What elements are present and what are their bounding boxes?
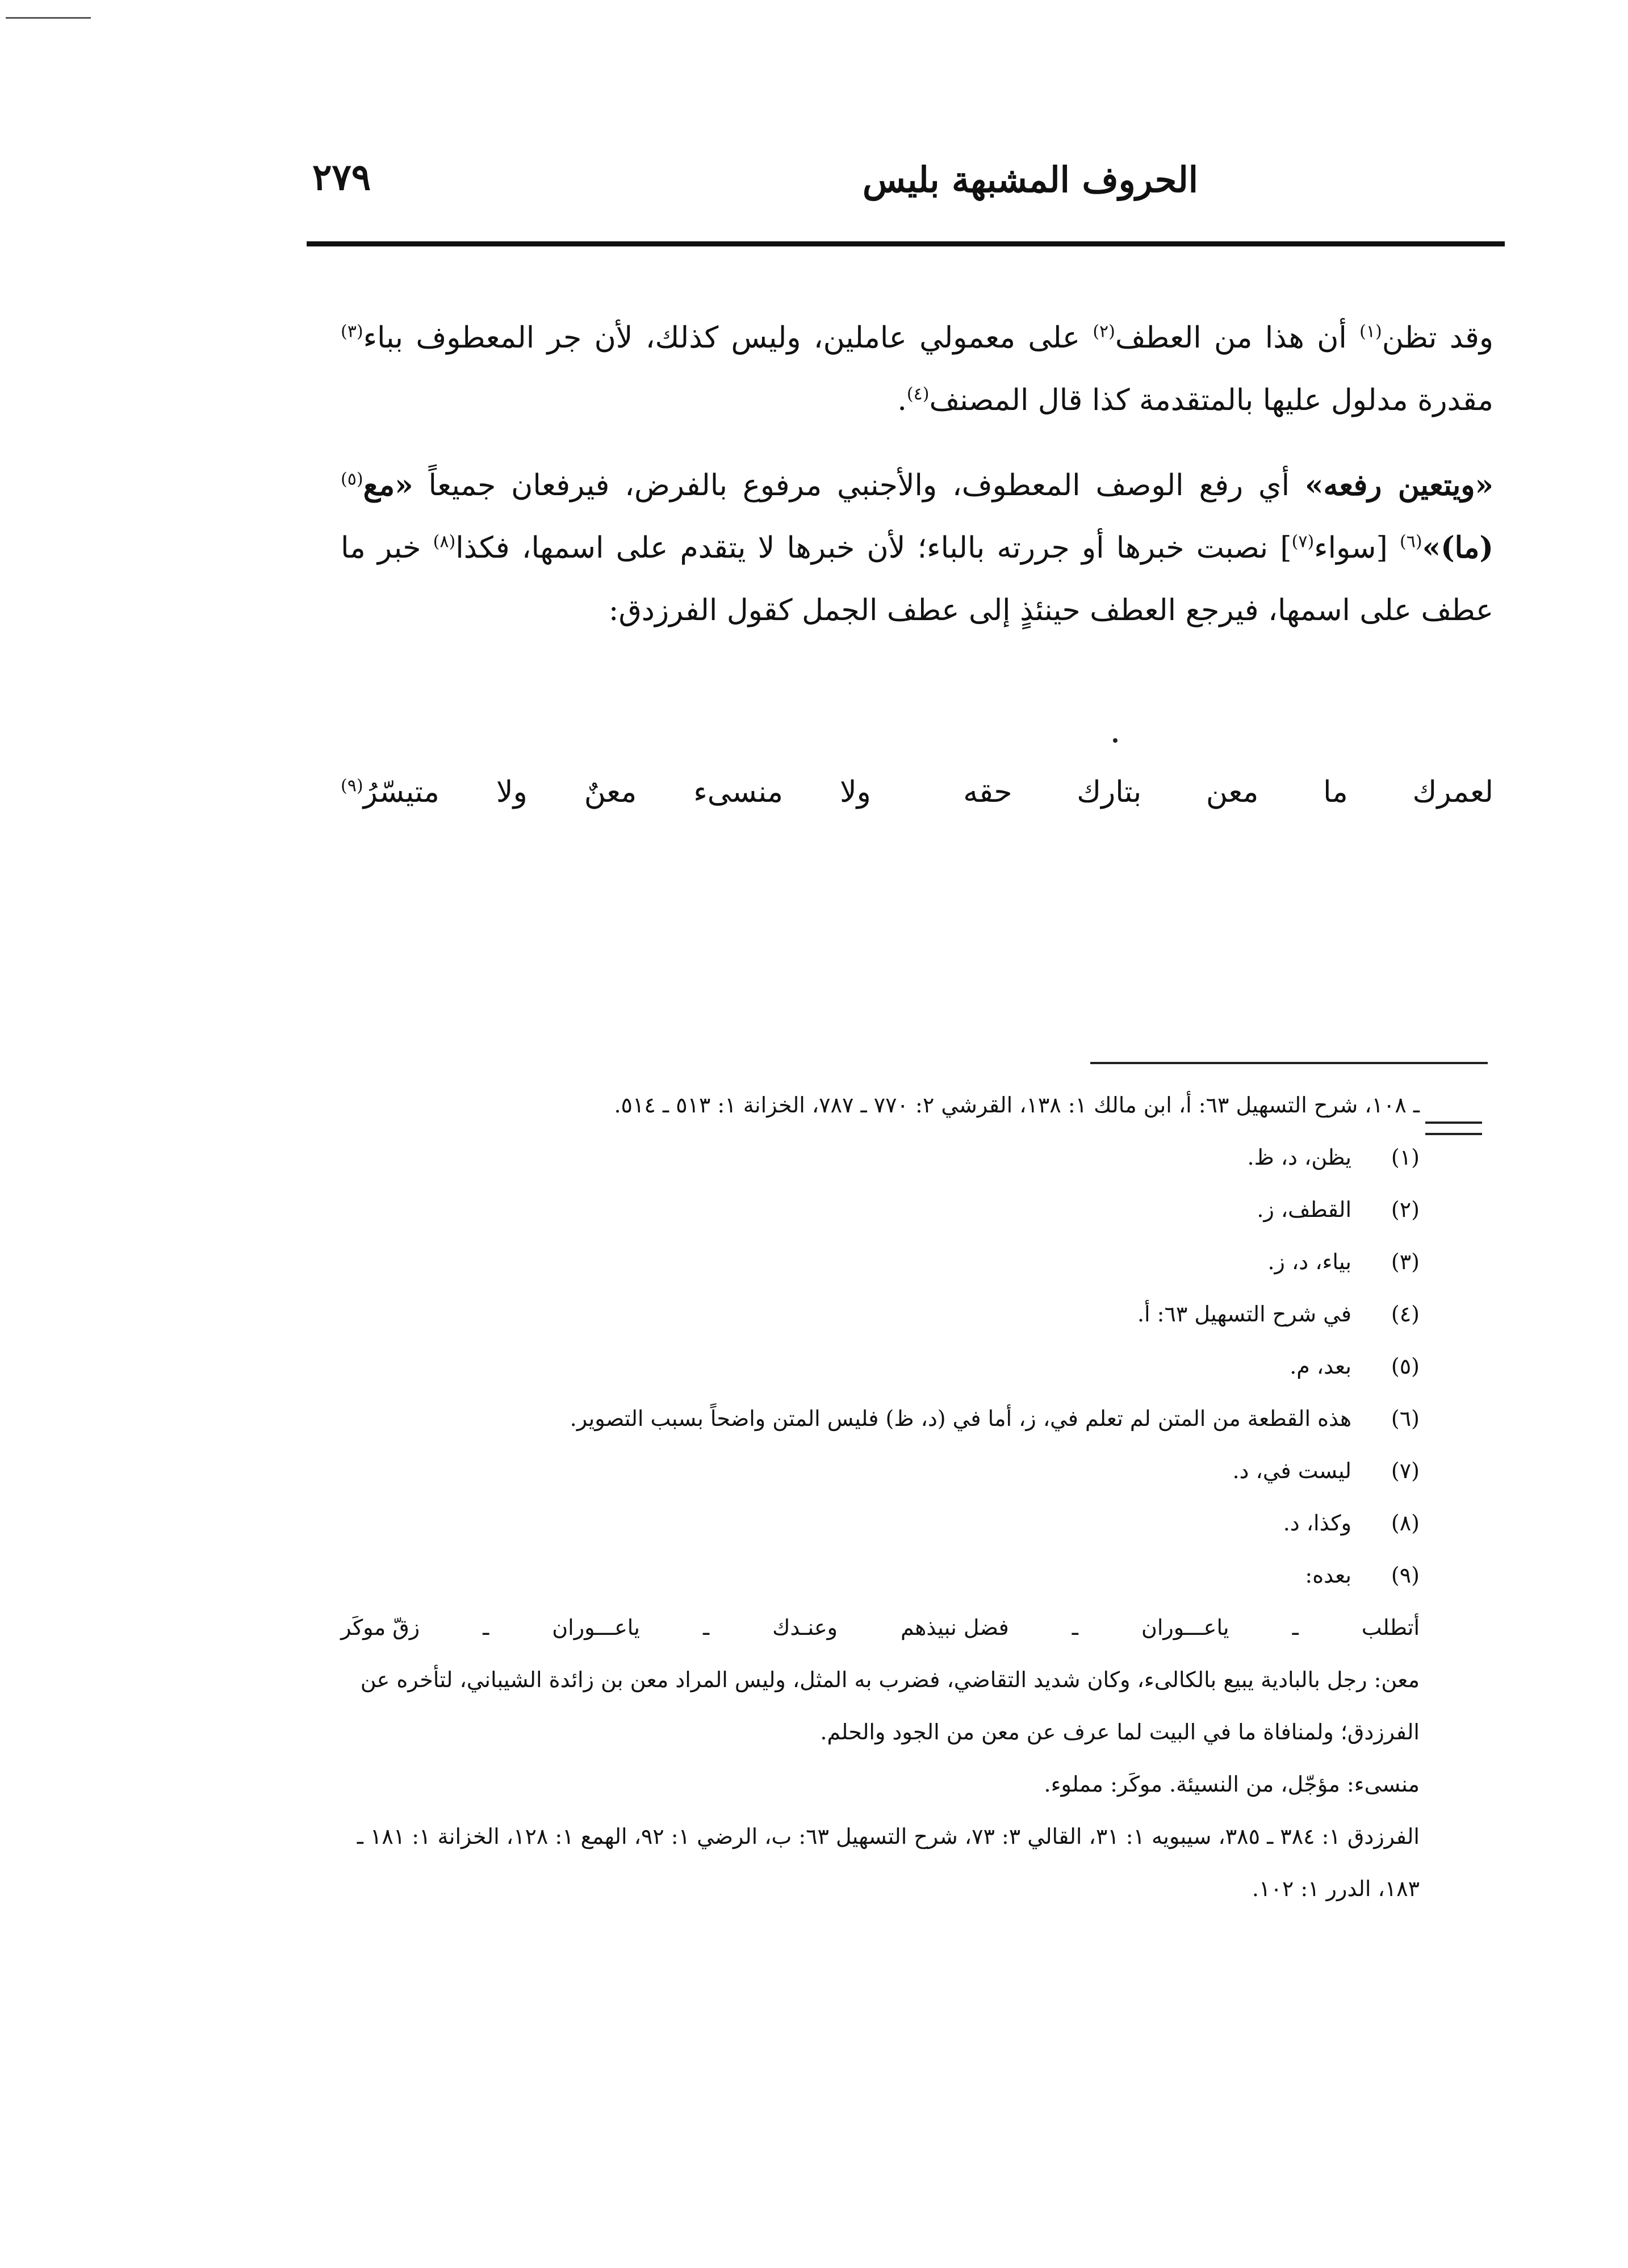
text-run: وقد تظن bbox=[1382, 321, 1494, 355]
verse-word-text: متيسّرُ bbox=[363, 775, 440, 809]
text-run: مقدرة مدلول عليها بالمتقدمة كذا قال المصنف bbox=[929, 383, 1493, 417]
paragraph-1 bbox=[341, 307, 1493, 432]
text-run: أي رفع الوصف المعطوف، والأجنبي مرفوع بالفرض، فيرفعان جميعاً bbox=[428, 468, 1290, 503]
verse-word: بتارك bbox=[1077, 775, 1142, 809]
text-run: . bbox=[897, 383, 907, 417]
page-number: ٢٧٩ bbox=[312, 156, 371, 199]
footnote-item bbox=[341, 1131, 1420, 1183]
verse-word: ما bbox=[1323, 775, 1348, 809]
footnote-intro: ـ ١٠٨، شرح التسهيل ٦٣: أ، ابن مالك ١: ١٣٨، القرشي ٢: ٧٧٠ ـ ٧٨٧، الخزانة ١: ٥١٣ ـ ٥١٤. bbox=[614, 1093, 1420, 1118]
verse-second-hemistich bbox=[341, 775, 871, 809]
footnote-item bbox=[341, 1549, 1420, 1601]
verse-word: ـ bbox=[1072, 1615, 1078, 1640]
verse-word: ـ bbox=[702, 1615, 710, 1640]
footnote-number: (٧) bbox=[1391, 1458, 1420, 1483]
footnote-text: يظن، د، ظ. bbox=[1247, 1145, 1351, 1170]
footnote-item bbox=[341, 1392, 1420, 1445]
footnote-sources: الفرزدق ١: ٣٨٤ ـ ٣٨٥، سيبويه ١: ٣١، القالي ٣: ٧٣، شرح التسهيل ٦٣: ب، الرضي ١: ٩٢، الهمع ١: ١٢٨، الخزانة ١: ١٨١ ـ ١٨٣، الدرر ١: ١٠٢. bbox=[357, 1824, 1420, 1901]
footnote-list bbox=[341, 1131, 1420, 1601]
quoted-matn: «مع bbox=[363, 468, 413, 503]
footnote-number: (٤) bbox=[1391, 1302, 1420, 1327]
page-header bbox=[307, 148, 1505, 216]
footnote-ref[interactable]: (٦) bbox=[1400, 532, 1422, 552]
footnote-text: بعد، م. bbox=[1290, 1354, 1351, 1379]
footnote-item bbox=[341, 1497, 1420, 1549]
footnotes bbox=[341, 1079, 1420, 1915]
text-run: ] نصبت خبرها أو جررته بالباء؛ لأن خبرها لا يتقدم على اسمها، فكذا bbox=[455, 531, 1292, 565]
text-run: خبر ما عطف على اسمها، فيرجع العطف حينئذٍ إلى عطف الجمل كقول الفرزدق: bbox=[341, 531, 1493, 627]
footnote-number: (٨) bbox=[1391, 1510, 1420, 1535]
footnote-ref[interactable]: (١) bbox=[1359, 321, 1382, 342]
main-text bbox=[341, 307, 1493, 642]
footnote-text: بياء، د، ز. bbox=[1267, 1249, 1351, 1274]
verse-word: ولا bbox=[840, 775, 871, 809]
footnote-ref[interactable]: (٢) bbox=[1093, 321, 1115, 342]
footnote-text: هذه القطعة من المتن لم تعلم في، ز، أما في (د، ظ) فليس المتن واضحاً بسبب التصوير. bbox=[570, 1406, 1351, 1431]
footnote-ref[interactable]: (٧) bbox=[1291, 532, 1315, 552]
footnote-commentary: منسىء: مؤجّل، من النسيئة. موكَر: مملوء. bbox=[1044, 1772, 1420, 1797]
footnote-verse bbox=[341, 1601, 1420, 1654]
verse-word: ـ bbox=[483, 1615, 489, 1640]
verse-word: ـ bbox=[1292, 1615, 1299, 1640]
footnote-item bbox=[341, 1288, 1420, 1340]
footnote-text: في شرح التسهيل ٦٣: أ. bbox=[1137, 1302, 1351, 1327]
text-run: أن هذا من العطف bbox=[1115, 321, 1347, 355]
verse-word bbox=[341, 775, 440, 809]
verse-first-hemistich bbox=[963, 775, 1493, 809]
footnote-number: (٥) bbox=[1391, 1354, 1420, 1379]
running-title: الحروف المشبهة بليس bbox=[862, 159, 1198, 200]
verse-word: ياعـــوران bbox=[552, 1615, 640, 1640]
footnote-number: (١) bbox=[1391, 1145, 1420, 1170]
verse-word: زقّ موكَر bbox=[341, 1615, 420, 1640]
footnote-ref[interactable]: (٥) bbox=[341, 469, 363, 489]
text-run: [سواء bbox=[1314, 531, 1388, 565]
scan-mark bbox=[6, 17, 91, 19]
verse-word: وعنـدك bbox=[772, 1615, 838, 1640]
verse-word: معن bbox=[1206, 775, 1259, 809]
verse-word: منسىء bbox=[693, 775, 783, 809]
footnote-separator bbox=[1090, 1062, 1488, 1064]
footnote-ref[interactable]: (٨) bbox=[433, 532, 456, 552]
quoted-matn: «ويتعين رفعه» bbox=[1304, 468, 1493, 503]
footnote-item bbox=[341, 1445, 1420, 1497]
verse-word: حقه bbox=[963, 775, 1012, 809]
verse-word: فضل نبيذهم bbox=[901, 1615, 1009, 1640]
footnote-number: (٩) bbox=[1391, 1563, 1420, 1588]
paragraph-2 bbox=[341, 454, 1493, 642]
poetry-verse bbox=[341, 761, 1493, 823]
footnote-commentary: معن: رجل بالبادية يبيع بالكالىء، وكان شديد التقاضي، فضرب به المثل، وليس المراد معن بن زائدة الشيباني، لتأخره عن الفرزدق؛ ولمنافاة ما في البيت لما عرف عن معن من الجود والحلم. bbox=[360, 1667, 1420, 1744]
footnote-ref[interactable]: (٣) bbox=[341, 321, 363, 342]
verse-word: معنٌ bbox=[584, 775, 637, 809]
footnote-number: (٦) bbox=[1391, 1406, 1420, 1431]
footnote-number: (٢) bbox=[1391, 1197, 1420, 1222]
verse-word: ياعـــوران bbox=[1141, 1615, 1229, 1640]
verse-word: لعمرك bbox=[1412, 775, 1493, 809]
quoted-matn: (ما)» bbox=[1422, 530, 1493, 565]
footnote-item bbox=[341, 1236, 1420, 1288]
footnote-number: (٣) bbox=[1391, 1249, 1420, 1274]
margin-dot bbox=[1113, 738, 1118, 743]
footnote-marker-icon bbox=[1425, 1122, 1482, 1135]
footnote-item bbox=[341, 1183, 1420, 1236]
footnote-ref[interactable]: (٤) bbox=[906, 384, 930, 404]
footnote-item bbox=[341, 1340, 1420, 1392]
verse-word: أتطلب bbox=[1361, 1615, 1420, 1640]
text-run: على معمولي عاملين، وليس كذلك، لأن جر المعطوف بباء bbox=[363, 321, 1081, 355]
footnote-text: وكذا، د. bbox=[1283, 1510, 1351, 1535]
footnote-text: القطف، ز. bbox=[1257, 1197, 1351, 1222]
footnote-text: ليست في، د. bbox=[1232, 1458, 1351, 1483]
header-rule bbox=[307, 241, 1505, 246]
footnote-text: بعده: bbox=[1305, 1563, 1351, 1588]
verse-word: ولا bbox=[496, 775, 528, 809]
footnote-ref[interactable]: (٩) bbox=[341, 776, 363, 796]
